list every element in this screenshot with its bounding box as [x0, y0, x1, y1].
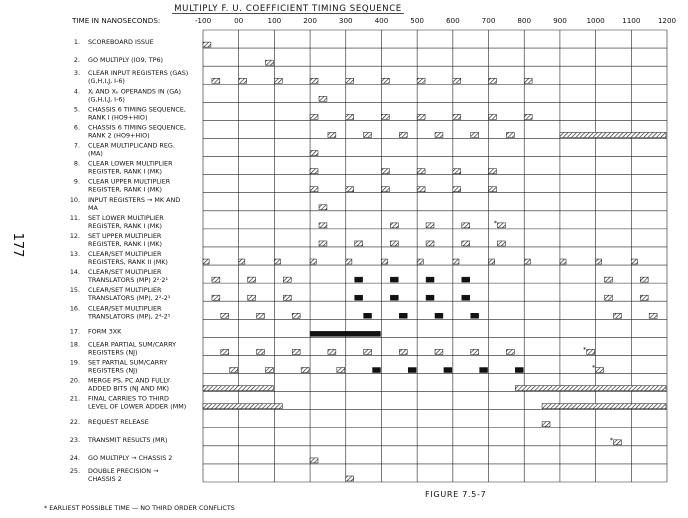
- bar-hatched: [613, 313, 621, 318]
- row-13: [70, 250, 168, 266]
- bar-hatched: [471, 349, 479, 354]
- bar-hatched: [355, 241, 363, 246]
- bar-hatched: [471, 132, 479, 137]
- earliest-time-star: *: [609, 435, 614, 444]
- bar-hatched: [489, 187, 497, 192]
- row-18: [70, 340, 176, 356]
- bar-hatched: [524, 259, 530, 264]
- row-number: 24.: [69, 453, 80, 462]
- row-number: 25.: [69, 467, 80, 475]
- bar-hatched: [265, 60, 273, 65]
- bar-solid: [435, 313, 443, 318]
- bar-solid: [462, 277, 470, 282]
- bar-hatched: [399, 132, 407, 137]
- bar-solid: [471, 313, 479, 318]
- row-25: [70, 467, 159, 483]
- row-label: DOUBLE PRECISION →: [88, 467, 159, 475]
- bar-hatched: [649, 313, 657, 318]
- row-number: 7.: [73, 141, 80, 150]
- row-label: (G,H,I,J, I-6): [88, 95, 125, 104]
- bar-hatched: [265, 368, 273, 373]
- bar-hatched: [435, 132, 443, 137]
- row-label: TRANSLATORS (MP) 2²·2¹: [88, 276, 169, 285]
- bar-hatched: [462, 241, 470, 246]
- bar-hatched: [310, 151, 318, 156]
- row-number: 21.: [69, 394, 80, 403]
- row-label: CLEAR/SET MULTIPLIER: [88, 304, 162, 313]
- bar-solid: [364, 313, 372, 318]
- row-9: [74, 178, 171, 194]
- row-label: CLEAR/SET MULTIPLIER: [88, 268, 162, 277]
- row-label: INPUT REGISTERS → MK AND: [88, 195, 181, 204]
- row-label: CHASSIS 6 TIMING SEQUENCE,: [88, 105, 186, 114]
- bar-hatched: [212, 277, 220, 282]
- row-label: CLEAR PARTIAL SUM/CARRY: [88, 340, 177, 349]
- tick-label: 600: [445, 16, 460, 25]
- bar-hatched: [417, 187, 425, 192]
- bar-solid: [480, 368, 488, 373]
- row-number: 6.: [73, 123, 80, 132]
- tick-label: 700: [481, 16, 496, 25]
- bar-hatched: [346, 476, 354, 481]
- row-21: [70, 395, 186, 411]
- bar-hatched: [605, 277, 613, 282]
- bar-hatched: [426, 223, 434, 228]
- bar-hatched: [381, 114, 389, 119]
- bar-hatched: [497, 241, 505, 246]
- bar-hatched: [248, 295, 256, 300]
- row-label: FINAL CARRIES TO THIRD: [88, 394, 169, 403]
- row-label: REQUEST RELEASE: [88, 417, 149, 426]
- tick-label: 800: [517, 16, 532, 25]
- row-17: [70, 327, 122, 335]
- bar-hatched: [462, 223, 470, 228]
- bar-hatched: [453, 187, 461, 192]
- bar-hatched: [319, 241, 327, 246]
- bar-solid: [355, 277, 363, 282]
- bar-hatched: [239, 259, 245, 264]
- bar-solid: [390, 295, 398, 300]
- row-label: (G,H,I,J, I-6): [88, 77, 125, 86]
- bar-hatched: [283, 277, 291, 282]
- row-number: 3.: [73, 69, 80, 78]
- bar-hatched: [346, 78, 354, 83]
- row-label: TRANSMIT RESULTS (MR): [88, 435, 168, 444]
- bar-hatched: [453, 259, 459, 264]
- tick-label: 00: [234, 16, 244, 25]
- bar-hatched: [274, 78, 282, 83]
- row-10: [70, 196, 180, 212]
- bar-hatched: [283, 295, 291, 300]
- row-number: 16.: [69, 304, 80, 313]
- page-number: 177: [10, 232, 25, 258]
- bar-hatched: [453, 78, 461, 83]
- bar-hatched: [381, 187, 389, 192]
- bar-hatched: [346, 259, 352, 264]
- bar-hatched: [489, 169, 497, 174]
- row-number: 11.: [69, 213, 80, 222]
- bar-hatched: [221, 313, 229, 318]
- axis-label: TIME IN NANOSECONDS:: [72, 16, 161, 25]
- row-number: 20.: [69, 376, 80, 385]
- bars: [203, 42, 666, 481]
- bar-hatched: [310, 169, 318, 174]
- bar-hatched: [587, 349, 595, 354]
- bar-hatched: [328, 132, 336, 137]
- row-label: SET PARTIAL SUM/CARRY: [88, 358, 168, 367]
- bar-hatched: [274, 259, 280, 264]
- row-number: 19.: [69, 358, 80, 367]
- bar-hatched: [381, 78, 389, 83]
- row-number: 22.: [69, 417, 80, 426]
- row-label: CLEAR/SET MULTIPLIER: [88, 250, 162, 259]
- row-24: [70, 454, 173, 462]
- bar-hatched: [203, 404, 282, 409]
- row-label: CHASSIS 2: [88, 475, 122, 483]
- row-number: 13.: [69, 250, 80, 259]
- bar-hatched: [390, 223, 398, 228]
- bar-hatched: [417, 114, 425, 119]
- bar-hatched: [417, 78, 425, 83]
- bar-hatched: [640, 277, 648, 282]
- bar-hatched: [381, 169, 389, 174]
- bar-hatched: [435, 349, 443, 354]
- bar-hatched: [319, 96, 327, 101]
- bar-hatched: [257, 313, 265, 318]
- bar-hatched: [319, 223, 327, 228]
- bar-hatched: [596, 368, 604, 373]
- bar-hatched: [364, 132, 372, 137]
- row-label: REGISTERS (NJ): [88, 348, 138, 357]
- row-number: 1.: [73, 38, 80, 47]
- row-number: 12.: [69, 231, 80, 240]
- bar-hatched: [605, 295, 613, 300]
- bar-solid: [444, 368, 452, 373]
- bar-hatched: [292, 349, 300, 354]
- bar-solid: [310, 331, 380, 336]
- row-11: [70, 214, 164, 230]
- bar-hatched: [426, 241, 434, 246]
- tick-label: 100: [267, 16, 282, 25]
- row-label: REGISTER, RANK I (MK): [88, 185, 162, 194]
- row-15: [70, 286, 171, 302]
- row-label: CLEAR LOWER MULTIPLIER: [88, 159, 173, 168]
- row-16: [70, 304, 171, 320]
- bar-hatched: [489, 259, 495, 264]
- bar-hatched: [390, 241, 398, 246]
- row-3: [74, 69, 188, 85]
- row-4: [74, 87, 181, 103]
- bar-hatched: [230, 368, 238, 373]
- bar-hatched: [560, 132, 666, 137]
- bar-hatched: [515, 386, 666, 391]
- row-label: CHASSIS 6 TIMING SEQUENCE,: [88, 123, 186, 132]
- bar-hatched: [203, 42, 211, 47]
- bar-hatched: [319, 205, 327, 210]
- earliest-time-star: *: [583, 345, 587, 354]
- row-label: SET LOWER MULTIPLIER: [88, 213, 164, 222]
- earliest-time-star: *: [493, 218, 498, 227]
- bar-solid: [399, 313, 407, 318]
- row-14: [70, 268, 169, 284]
- bar-hatched: [346, 187, 354, 192]
- bar-hatched: [453, 114, 461, 119]
- row-label: GO MULTIPLY (IO9, TP6): [88, 56, 164, 65]
- row-label: GO MULTIPLY → CHASSIS 2: [88, 453, 173, 462]
- row-label: REGISTER, RANK I (MK): [88, 221, 162, 230]
- row-number: 2.: [73, 56, 80, 65]
- bar-hatched: [497, 223, 505, 228]
- row-label: CLEAR INPUT REGISTERS (GAS): [88, 69, 189, 78]
- row-2: [74, 56, 163, 64]
- row-label: CLEAR UPPER MULTIPLIER: [88, 177, 171, 186]
- row-number: 8.: [73, 159, 80, 168]
- row-6: [74, 123, 186, 139]
- row-12: [70, 232, 162, 248]
- bar-solid: [390, 277, 398, 282]
- row-label: Xⱼ AND Xₖ OPERANDS IN (GA): [88, 87, 182, 96]
- bar-hatched: [542, 422, 550, 427]
- row-20: [70, 377, 170, 393]
- bar-solid: [426, 295, 434, 300]
- bar-hatched: [506, 349, 514, 354]
- chart-title: MULTIPLY F. U. COEFFICIENT TIMING SEQUENCE: [174, 4, 402, 14]
- row-1: [74, 38, 154, 46]
- rows: [70, 38, 188, 483]
- bar-hatched: [596, 259, 602, 264]
- bar-hatched: [203, 386, 273, 391]
- row-number: 9.: [73, 177, 80, 186]
- bar-hatched: [417, 259, 423, 264]
- row-label: REGISTERS (NJ): [88, 366, 138, 375]
- row-7: [74, 142, 175, 158]
- figure-label: FIGURE 7.5-7: [425, 489, 487, 499]
- row-label: REGISTER, RANK I (MK): [88, 239, 162, 248]
- row-number: 18.: [69, 340, 80, 349]
- grid: [203, 30, 667, 482]
- bar-hatched: [631, 259, 637, 264]
- bar-hatched: [381, 259, 387, 264]
- row-label: ADDED BITS (NJ AND MK): [88, 384, 169, 393]
- row-label: REGISTERS, RANK II (MK): [88, 258, 168, 267]
- bar-hatched: [328, 349, 336, 354]
- tick-label: 400: [374, 16, 389, 25]
- row-label: MA: [88, 203, 98, 212]
- bar-hatched: [310, 259, 316, 264]
- row-label: SET UPPER MULTIPLIER: [88, 231, 162, 240]
- bar-hatched: [248, 277, 256, 282]
- bar-hatched: [203, 259, 209, 264]
- bar-solid: [426, 277, 434, 282]
- bar-hatched: [364, 349, 372, 354]
- bar-hatched: [560, 259, 566, 264]
- bar-hatched: [346, 114, 354, 119]
- bar-hatched: [613, 440, 621, 445]
- row-label: TRANSLATORS (MP), 2²-2³: [88, 294, 171, 303]
- row-number: 15.: [69, 286, 80, 295]
- footnote: * EARLIEST POSSIBLE TIME — NO THIRD ORDER CONFLICTS: [44, 504, 235, 512]
- bar-hatched: [453, 169, 461, 174]
- tick-label: 1000: [586, 16, 605, 25]
- bar-hatched: [310, 458, 318, 463]
- bar-hatched: [301, 368, 309, 373]
- row-label: RANK I (HO9+HIO): [88, 113, 148, 122]
- bar-hatched: [542, 404, 666, 409]
- bar-solid: [408, 368, 416, 373]
- bar-hatched: [310, 78, 318, 83]
- bar-hatched: [489, 114, 497, 119]
- tick-label: 900: [553, 16, 567, 25]
- tick-label: 1200: [657, 16, 677, 25]
- row-label: (MA): [88, 149, 103, 158]
- row-label: LEVEL OF LOWER ADDER (MM): [88, 402, 187, 411]
- tick-label: 300: [338, 16, 353, 25]
- row-number: 23.: [69, 435, 80, 444]
- row-23: [70, 436, 168, 444]
- row-8: [74, 160, 173, 176]
- bar-hatched: [310, 187, 318, 192]
- bar-hatched: [239, 78, 247, 83]
- row-number: 5.: [73, 105, 80, 114]
- tick-labels: [195, 16, 677, 25]
- row-label: FORM 3XK: [88, 327, 122, 336]
- row-label: MERGE PS, PC AND FULLY: [88, 376, 170, 385]
- bar-hatched: [212, 78, 220, 83]
- bar-hatched: [310, 114, 318, 119]
- row-19: [70, 359, 167, 375]
- tick-label: 500: [410, 16, 425, 25]
- row-label: CLEAR MULTIPLICAND REG.: [88, 141, 175, 150]
- bar-solid: [515, 368, 523, 373]
- bar-hatched: [524, 114, 532, 119]
- bar-hatched: [506, 132, 514, 137]
- bar-hatched: [257, 349, 265, 354]
- row-label: TRANSLATORS (MP), 2⁴-2⁵: [88, 312, 171, 321]
- row-number: 17.: [69, 327, 80, 336]
- row-label: CLEAR/SET MULTIPLIER: [88, 286, 162, 295]
- tick-label: 1100: [622, 16, 641, 25]
- row-22: [70, 418, 149, 426]
- bar-hatched: [399, 349, 407, 354]
- row-number: 14.: [69, 268, 80, 277]
- bar-hatched: [292, 313, 300, 318]
- bar-hatched: [417, 169, 425, 174]
- row-number: 10.: [69, 195, 80, 204]
- bar-hatched: [524, 78, 532, 83]
- bar-solid: [462, 295, 470, 300]
- row-label: SCOREBOARD ISSUE: [88, 38, 154, 47]
- tick-label: 200: [303, 16, 317, 25]
- bar-hatched: [221, 349, 229, 354]
- row-label: RANK 2 (HO9+HIO): [88, 131, 150, 140]
- bar-hatched: [489, 78, 497, 83]
- row-label: REGISTER, RANK I (MK): [88, 167, 162, 176]
- tick-label: -100: [194, 16, 212, 25]
- earliest-time-star: *: [592, 363, 596, 372]
- row-5: [74, 105, 186, 121]
- bar-solid: [355, 295, 363, 300]
- bar-hatched: [640, 295, 648, 300]
- bar-solid: [373, 368, 381, 373]
- bar-hatched: [337, 368, 345, 373]
- row-number: 4.: [73, 87, 80, 96]
- bar-hatched: [212, 295, 220, 300]
